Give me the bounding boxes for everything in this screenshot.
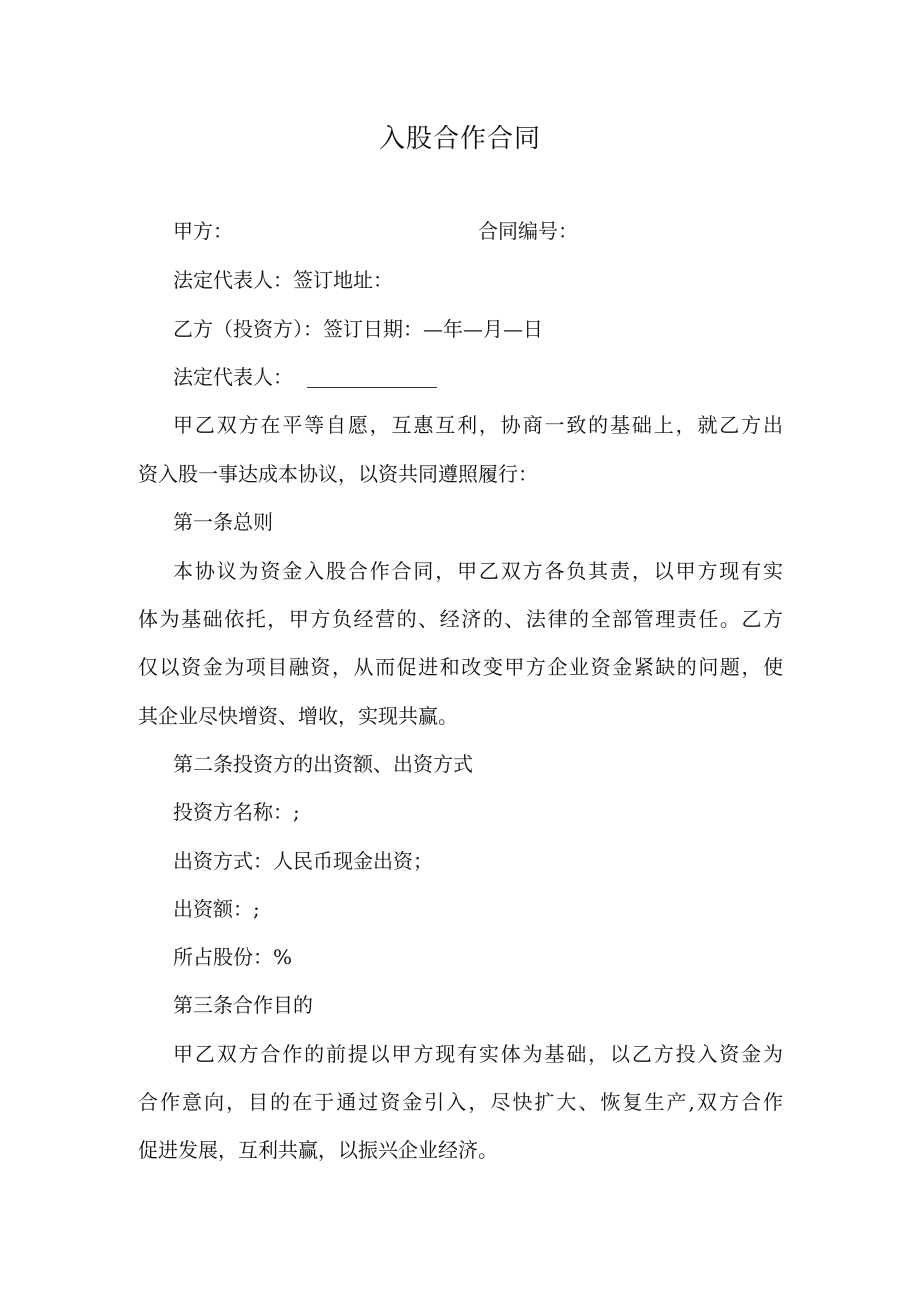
article3-line-1: 甲乙双方合作的前提以甲方现有实体为基础，以乙方投入资金为	[173, 1042, 783, 1066]
article2-heading: 第二条投资方的出资额、出资方式	[173, 752, 473, 776]
preamble-line-2: 资入股一事达成本协议，以资共同遵照履行：	[138, 462, 538, 486]
preamble-line-1: 甲乙双方在平等自愿，互惠互利，协商一致的基础上，就乙方出	[173, 413, 783, 437]
legal-rep-b-label: 法定代表人：	[173, 365, 293, 389]
investment-amount-item: 出资额：;	[173, 897, 260, 921]
party-a-label: 甲方：	[173, 219, 233, 243]
legal-rep-a-label: 法定代表人：签订地址：	[173, 268, 393, 292]
article1-line-3: 仅以资金为项目融资，从而促进和改变甲方企业资金紧缺的问题，使	[138, 655, 783, 679]
document-title: 入股合作合同	[378, 124, 541, 154]
party-b-label: 乙方（投资方）：签订日期：—年—月—日	[173, 317, 543, 341]
signature-blank-line	[307, 369, 437, 388]
article3-line-3: 促进发展，互利共赢，以振兴企业经济。	[138, 1138, 498, 1162]
investor-name-item: 投资方名称：;	[173, 800, 300, 824]
article1-line-2: 体为基础依托，甲方负经营的、经济的、法律的全部管理责任。乙方	[138, 607, 783, 631]
article3-line-2: 合作意向，目的在于通过资金引入，尽快扩大、恢复生产,双方合作	[138, 1090, 783, 1114]
article1-heading: 第一条总则	[173, 510, 273, 534]
article3-heading: 第三条合作目的	[173, 993, 313, 1017]
legal-rep-b-row	[173, 362, 437, 392]
article1-line-1: 本协议为资金入股合作合同，甲乙双方各负其责，以甲方现有实	[173, 559, 783, 583]
share-percentage-item: 所占股份：%	[173, 945, 293, 969]
contract-number-label: 合同编号：	[478, 219, 578, 243]
article1-line-4: 其企业尽快增资、增收，实现共赢。	[138, 704, 458, 728]
investment-method-item: 出资方式：人民币现金出资；	[173, 849, 433, 873]
